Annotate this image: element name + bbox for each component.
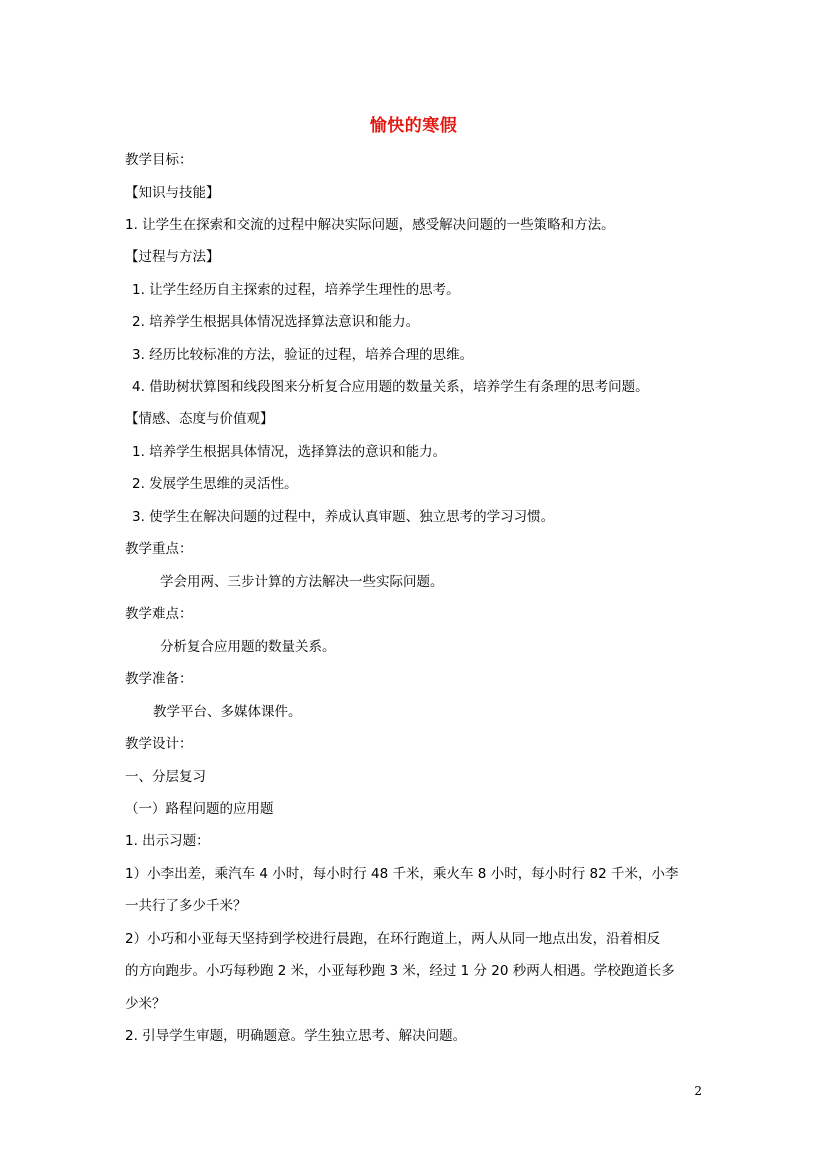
text-line: （一）路程问题的应用题 bbox=[125, 801, 274, 817]
text-line: 教学难点： bbox=[125, 606, 193, 622]
list-item: 2. 培养学生根据具体情况选择算法意识和能力。 bbox=[132, 314, 420, 330]
list-item: 2. 引导学生审题，明确题意。学生独立思考、解决问题。 bbox=[125, 1028, 467, 1044]
page-number: 2 bbox=[694, 1084, 702, 1098]
text-line: 教学平台、多媒体课件。 bbox=[153, 704, 302, 720]
list-item: 2. 发展学生思维的灵活性。 bbox=[132, 476, 298, 492]
list-item: 1. 培养学生根据具体情况，选择算法的意识和能力。 bbox=[132, 444, 447, 460]
page-title: 愉快的寒假 bbox=[369, 116, 458, 136]
text-line: 1）小李出差，乘汽车 4 小时，每小时行 48 千米，乘火车 8 小时，每小时行 82 千米，小李 bbox=[125, 866, 679, 882]
list-item: 1. 出示习题： bbox=[125, 833, 210, 849]
text-line: 一共行了多少千米？ bbox=[125, 898, 247, 914]
text-line: 教学设计： bbox=[125, 736, 193, 752]
text-line: 分析复合应用题的数量关系。 bbox=[160, 639, 336, 655]
text-line: 教学准备： bbox=[125, 671, 193, 687]
list-item: 3. 使学生在解决问题的过程中，养成认真审题、独立思考的学习习惯。 bbox=[132, 509, 555, 525]
section-heading: 【过程与方法】 bbox=[125, 249, 220, 265]
text-line: 1. 让学生在探索和交流的过程中解决实际问题，感受解决问题的一些策略和方法。 bbox=[125, 217, 615, 233]
text-line: 少米？ bbox=[125, 996, 166, 1012]
text-line: 2）小巧和小亚每天坚持到学校进行晨跑，在环行跑道上，两人从同一地点出发，沿着相反 bbox=[125, 931, 661, 947]
section-heading: 【情感、态度与价值观】 bbox=[125, 411, 274, 427]
list-item: 1. 让学生经历自主探索的过程，培养学生理性的思考。 bbox=[132, 282, 460, 298]
text-line: 教学重点： bbox=[125, 541, 193, 557]
section-heading: 【知识与技能】 bbox=[125, 185, 220, 201]
list-item: 3. 经历比较标准的方法，验证的过程，培养合理的思维。 bbox=[132, 347, 474, 363]
text-line: 的方向跑步。小巧每秒跑 2 米，小亚每秒跑 3 米，经过 1 分 20 秒两人相遇。学校跑道长多 bbox=[125, 963, 675, 979]
text-line: 学会用两、三步计算的方法解决一些实际问题。 bbox=[160, 574, 444, 590]
text-line: 教学目标： bbox=[125, 152, 193, 168]
list-item: 4. 借助树状算图和线段图来分析复合应用题的数量关系，培养学生有条理的思考问题。 bbox=[132, 379, 649, 395]
text-line: 一、分层复习 bbox=[125, 769, 206, 785]
